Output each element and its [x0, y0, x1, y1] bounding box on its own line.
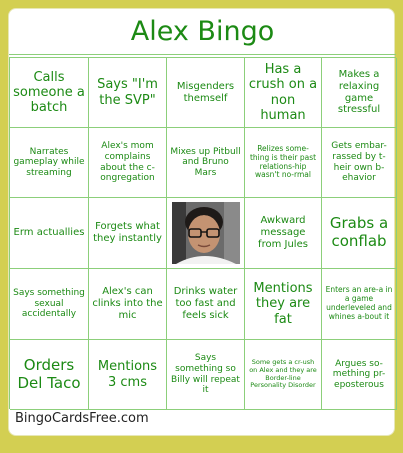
- bingo-cell[interactable]: Alex's can clinks into the mic: [89, 269, 167, 340]
- bingo-cell[interactable]: Mentions 3 cms: [89, 340, 167, 410]
- bingo-cell[interactable]: Argues so-mething pr-eposterous: [322, 340, 397, 410]
- bingo-cell[interactable]: Calls someone a batch: [10, 58, 89, 128]
- bingo-cell[interactable]: Mixes up Pitbull and Bruno Mars: [167, 128, 245, 198]
- bingo-cell[interactable]: Has a crush on a non human: [245, 58, 322, 128]
- person-photo: [172, 202, 240, 264]
- bingo-cell[interactable]: Says something sexual accidentally: [10, 269, 89, 340]
- bingo-cell[interactable]: Drinks water too fast and feels sick: [167, 269, 245, 340]
- bingo-cell[interactable]: Grabs a conflab: [322, 198, 397, 269]
- site-footer: BingoCardsFree.com: [15, 411, 149, 426]
- bingo-cell[interactable]: Alex's mom complains about the c-ongregation: [89, 128, 167, 198]
- bingo-cell[interactable]: Mentions they are fat: [245, 269, 322, 340]
- bingo-cell[interactable]: Narrates gameplay while streaming: [10, 128, 89, 198]
- bingo-cell[interactable]: Says something so Billy will repeat it: [167, 340, 245, 410]
- bingo-grid: [9, 57, 396, 409]
- bingo-cell[interactable]: Says "I'm the SVP": [89, 58, 167, 128]
- bingo-cell[interactable]: Gets embar-rassed by t-heir own b-ehavior: [322, 128, 397, 198]
- free-space-cell[interactable]: [167, 198, 245, 269]
- bingo-card: [8, 8, 395, 436]
- bingo-cell[interactable]: Makes a relaxing game stressful: [322, 58, 397, 128]
- bingo-cell[interactable]: Misgenders themself: [167, 58, 245, 128]
- bingo-cell[interactable]: Forgets what they instantly: [89, 198, 167, 269]
- card-title: Alex Bingo: [9, 9, 396, 55]
- bingo-cell[interactable]: Enters an are-a in a game underleveled and whines a-bout it: [322, 269, 397, 340]
- bingo-cell[interactable]: Awkward message from Jules: [245, 198, 322, 269]
- bingo-cell[interactable]: Orders Del Taco: [10, 340, 89, 410]
- bingo-cell[interactable]: Relizes some-thing is their past relations-hip wasn't no-rmal: [245, 128, 322, 198]
- bingo-cell[interactable]: Erm actuallies: [10, 198, 89, 269]
- bingo-cell[interactable]: Some gets a cr-ush on Alex and they are Border-line Personality Disorder: [245, 340, 322, 410]
